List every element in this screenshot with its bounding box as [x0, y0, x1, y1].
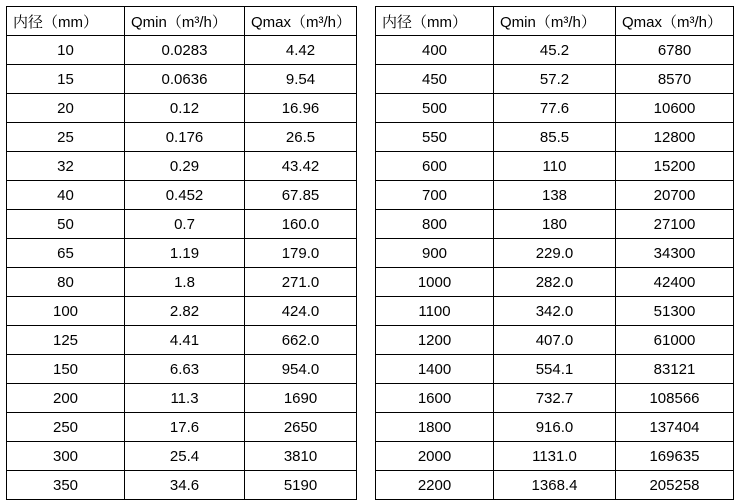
cell-qmax: 1690 — [245, 384, 357, 413]
cell-inner-diameter: 50 — [7, 210, 125, 239]
cell-inner-diameter: 2000 — [376, 442, 494, 471]
pipe-flow-table-left — [6, 6, 357, 500]
cell-inner-diameter: 450 — [376, 65, 494, 94]
cell-qmax: 43.42 — [245, 152, 357, 181]
column-header-qmin: Qmin（m³/h） — [494, 7, 616, 36]
table-right-body — [376, 36, 734, 500]
table-row — [7, 239, 357, 268]
cell-qmin: 554.1 — [494, 355, 616, 384]
cell-qmax: 20700 — [616, 181, 734, 210]
table-row — [376, 210, 734, 239]
column-header-inner-diameter: 内径（mm） — [7, 7, 125, 36]
cell-inner-diameter: 250 — [7, 413, 125, 442]
cell-qmax: 12800 — [616, 123, 734, 152]
table-row — [7, 413, 357, 442]
table-row — [376, 152, 734, 181]
cell-qmin: 45.2 — [494, 36, 616, 65]
cell-qmin: 1368.4 — [494, 471, 616, 500]
cell-qmax: 3810 — [245, 442, 357, 471]
cell-inner-diameter: 500 — [376, 94, 494, 123]
column-header-qmax: Qmax（m³/h） — [616, 7, 734, 36]
table-header-row — [7, 7, 357, 36]
cell-qmin: 6.63 — [125, 355, 245, 384]
table-row — [7, 268, 357, 297]
table-row — [376, 181, 734, 210]
cell-qmin: 1.19 — [125, 239, 245, 268]
cell-qmax: 51300 — [616, 297, 734, 326]
cell-inner-diameter: 15 — [7, 65, 125, 94]
cell-qmax: 179.0 — [245, 239, 357, 268]
cell-qmin: 180 — [494, 210, 616, 239]
cell-qmin: 229.0 — [494, 239, 616, 268]
cell-inner-diameter: 100 — [7, 297, 125, 326]
cell-inner-diameter: 1200 — [376, 326, 494, 355]
table-row — [7, 181, 357, 210]
table-row — [7, 152, 357, 181]
cell-inner-diameter: 125 — [7, 326, 125, 355]
table-row — [376, 65, 734, 94]
table-row — [376, 94, 734, 123]
cell-inner-diameter: 2200 — [376, 471, 494, 500]
cell-qmin: 34.6 — [125, 471, 245, 500]
table-left-header — [7, 7, 357, 36]
table-row — [7, 123, 357, 152]
cell-inner-diameter: 20 — [7, 94, 125, 123]
cell-qmin: 732.7 — [494, 384, 616, 413]
cell-qmax: 108566 — [616, 384, 734, 413]
table-row — [7, 297, 357, 326]
cell-qmax: 2650 — [245, 413, 357, 442]
cell-qmax: 205258 — [616, 471, 734, 500]
cell-inner-diameter: 1800 — [376, 413, 494, 442]
cell-qmin: 0.452 — [125, 181, 245, 210]
cell-qmax: 42400 — [616, 268, 734, 297]
cell-qmax: 9.54 — [245, 65, 357, 94]
table-row — [376, 413, 734, 442]
table-row — [7, 65, 357, 94]
table-row — [376, 36, 734, 65]
cell-qmax: 954.0 — [245, 355, 357, 384]
cell-qmin: 1.8 — [125, 268, 245, 297]
cell-qmin: 138 — [494, 181, 616, 210]
cell-qmin: 17.6 — [125, 413, 245, 442]
cell-qmax: 6780 — [616, 36, 734, 65]
table-row — [376, 355, 734, 384]
table-left-body — [7, 36, 357, 500]
table-row — [7, 94, 357, 123]
cell-inner-diameter: 40 — [7, 181, 125, 210]
cell-qmax: 8570 — [616, 65, 734, 94]
cell-qmax: 662.0 — [245, 326, 357, 355]
table-right-header — [376, 7, 734, 36]
cell-qmin: 0.29 — [125, 152, 245, 181]
cell-qmin: 916.0 — [494, 413, 616, 442]
cell-qmin: 25.4 — [125, 442, 245, 471]
cell-qmin: 0.7 — [125, 210, 245, 239]
cell-qmax: 424.0 — [245, 297, 357, 326]
cell-qmin: 0.0636 — [125, 65, 245, 94]
cell-qmin: 282.0 — [494, 268, 616, 297]
table-row — [376, 442, 734, 471]
table-header-row — [376, 7, 734, 36]
cell-inner-diameter: 550 — [376, 123, 494, 152]
cell-inner-diameter: 700 — [376, 181, 494, 210]
table-row — [376, 123, 734, 152]
cell-inner-diameter: 900 — [376, 239, 494, 268]
table-row — [7, 36, 357, 65]
cell-qmin: 11.3 — [125, 384, 245, 413]
cell-inner-diameter: 25 — [7, 123, 125, 152]
cell-qmax: 4.42 — [245, 36, 357, 65]
table-row — [376, 268, 734, 297]
cell-qmin: 77.6 — [494, 94, 616, 123]
cell-qmin: 4.41 — [125, 326, 245, 355]
table-row — [376, 297, 734, 326]
cell-qmin: 0.0283 — [125, 36, 245, 65]
cell-qmax: 67.85 — [245, 181, 357, 210]
column-header-inner-diameter: 内径（mm） — [376, 7, 494, 36]
cell-qmax: 61000 — [616, 326, 734, 355]
table-row — [376, 471, 734, 500]
cell-qmax: 160.0 — [245, 210, 357, 239]
cell-inner-diameter: 80 — [7, 268, 125, 297]
table-row — [7, 326, 357, 355]
cell-qmin: 110 — [494, 152, 616, 181]
column-header-qmin: Qmin（m³/h） — [125, 7, 245, 36]
cell-inner-diameter: 1400 — [376, 355, 494, 384]
cell-qmin: 0.12 — [125, 94, 245, 123]
cell-qmin: 2.82 — [125, 297, 245, 326]
cell-inner-diameter: 400 — [376, 36, 494, 65]
cell-inner-diameter: 1100 — [376, 297, 494, 326]
table-row — [7, 355, 357, 384]
cell-inner-diameter: 65 — [7, 239, 125, 268]
cell-inner-diameter: 600 — [376, 152, 494, 181]
cell-inner-diameter: 350 — [7, 471, 125, 500]
cell-qmin: 1131.0 — [494, 442, 616, 471]
table-row — [7, 384, 357, 413]
cell-qmax: 27100 — [616, 210, 734, 239]
table-row — [7, 210, 357, 239]
cell-qmin: 85.5 — [494, 123, 616, 152]
cell-qmin: 407.0 — [494, 326, 616, 355]
cell-qmax: 137404 — [616, 413, 734, 442]
cell-qmax: 16.96 — [245, 94, 357, 123]
cell-qmax: 15200 — [616, 152, 734, 181]
table-row — [376, 384, 734, 413]
cell-qmin: 342.0 — [494, 297, 616, 326]
table-row — [376, 239, 734, 268]
cell-qmax: 169635 — [616, 442, 734, 471]
cell-qmax: 271.0 — [245, 268, 357, 297]
cell-qmax: 83121 — [616, 355, 734, 384]
cell-qmax: 10600 — [616, 94, 734, 123]
table-row — [7, 442, 357, 471]
cell-inner-diameter: 10 — [7, 36, 125, 65]
pipe-flow-table-right — [375, 6, 734, 500]
cell-inner-diameter: 32 — [7, 152, 125, 181]
cell-qmax: 34300 — [616, 239, 734, 268]
cell-inner-diameter: 200 — [7, 384, 125, 413]
cell-inner-diameter: 800 — [376, 210, 494, 239]
cell-inner-diameter: 1000 — [376, 268, 494, 297]
table-row — [7, 471, 357, 500]
cell-inner-diameter: 300 — [7, 442, 125, 471]
cell-qmin: 0.176 — [125, 123, 245, 152]
cell-qmin: 57.2 — [494, 65, 616, 94]
column-header-qmax: Qmax（m³/h） — [245, 7, 357, 36]
cell-inner-diameter: 150 — [7, 355, 125, 384]
cell-qmax: 5190 — [245, 471, 357, 500]
cell-inner-diameter: 1600 — [376, 384, 494, 413]
cell-qmax: 26.5 — [245, 123, 357, 152]
table-row — [376, 326, 734, 355]
